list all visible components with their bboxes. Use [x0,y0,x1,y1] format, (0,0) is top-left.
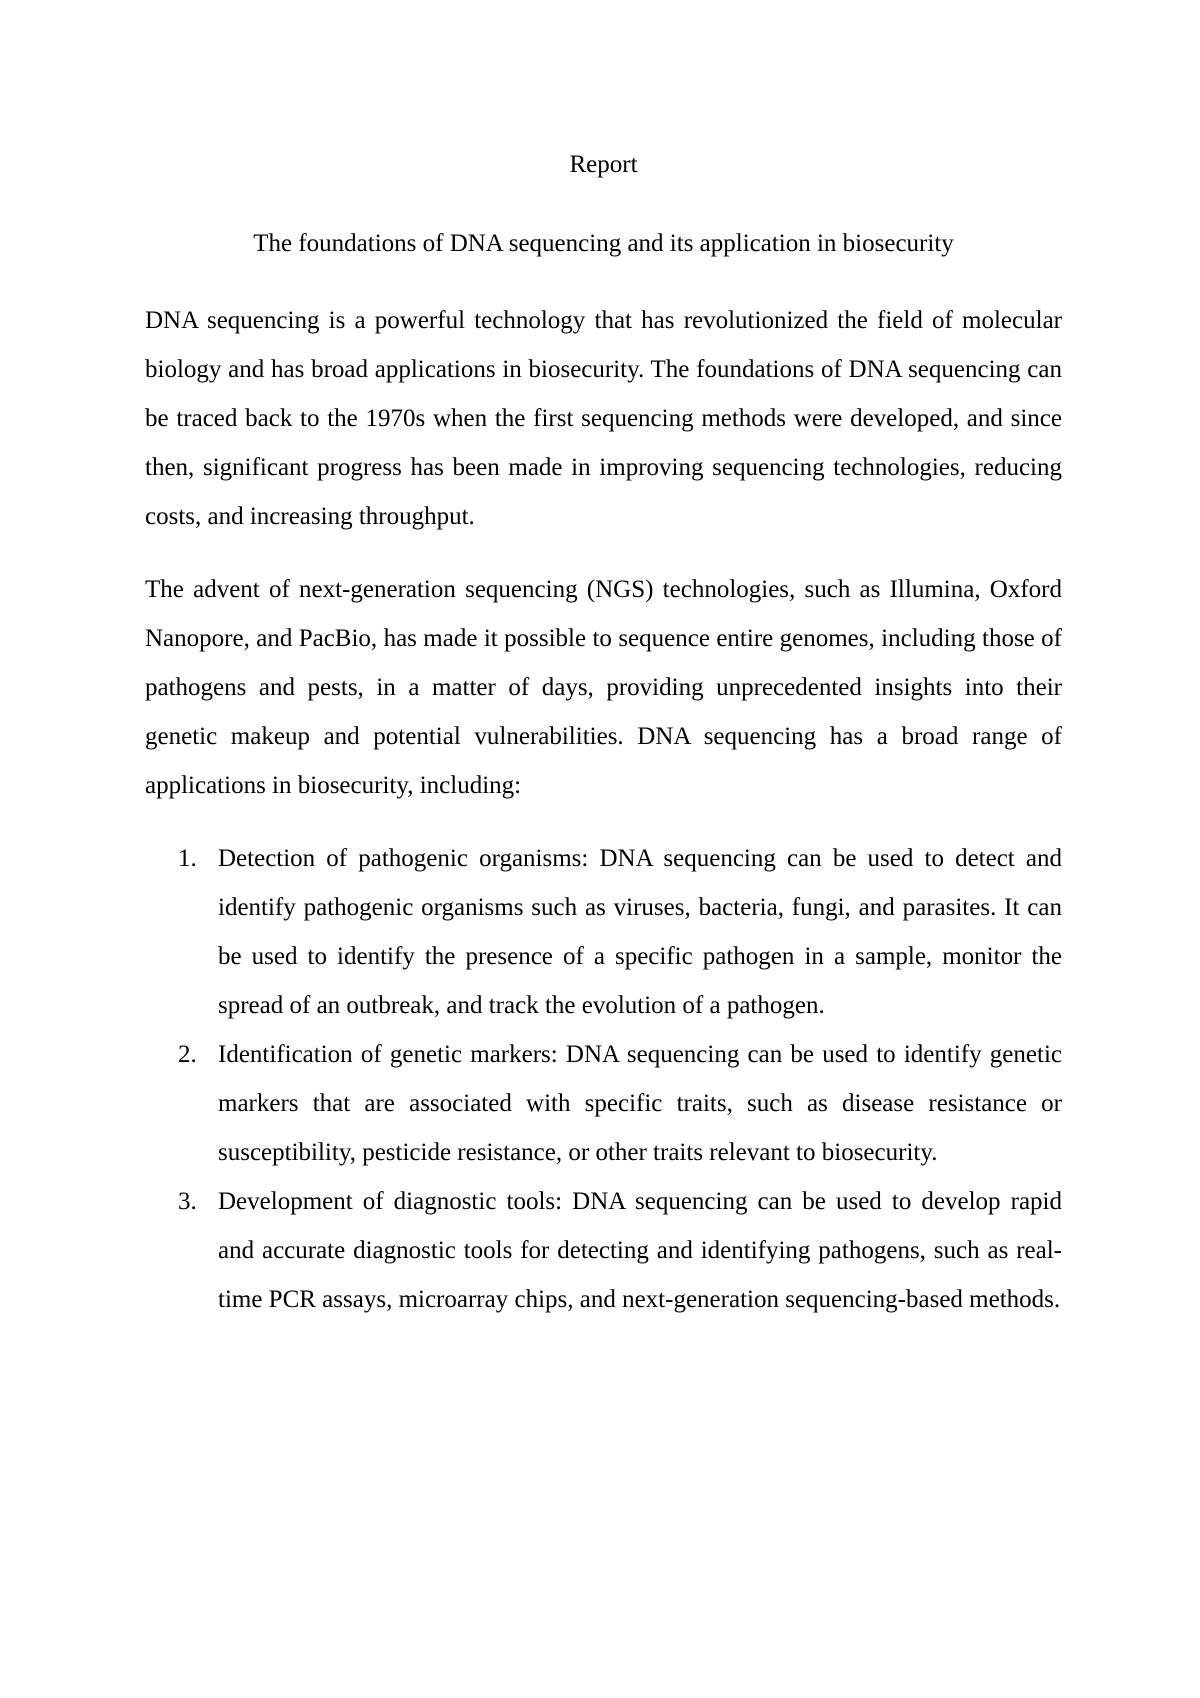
applications-list [145,834,1062,1324]
list-item-text: Detection of pathogenic organisms: DNA sequencing can be used to detect and identify pathogenic organisms such as viruses, bacteria, fungi, and parasites. It can be used to identify the presence of a specific pathogen in a sample, monitor the spread of an outbreak, and track the evolution of a pathogen. [218,845,1062,1019]
list-item-text: Development of diagnostic tools: DNA sequencing can be used to develop rapid and accurate diagnostic tools for detecting and identifying pathogens, such as real-time PCR assays, microarray chips, and next-generation sequencing-based methods. [218,1188,1062,1313]
list-item [145,834,1062,1030]
list-item-text: Identification of genetic markers: DNA sequencing can be used to identify genetic markers that are associated with specific traits, such as disease resistance or susceptibility, pesticide resistance, or other traits relevant to biosecurity. [218,1041,1062,1166]
list-item [145,1030,1062,1177]
list-item [145,1177,1062,1324]
list-item-number: 3. [178,1188,197,1215]
report-label: Report [569,151,638,178]
ngs-paragraph: The advent of next-generation sequencing (NGS) technologies, such as Illumina, Oxford Nanopore, and PacBio, has made it possible to sequence entire genomes, including those of pathogens and pests, in a matter of days, providing unprecedented insights into their genetic makeup and potential vulnerabilities. DNA sequencing has a broad range of applications in biosecurity, including: [145,576,1062,799]
list-item-number: 2. [178,1041,197,1068]
document-body [145,140,1062,1324]
document-title: The foundations of DNA sequencing and its application in biosecurity [253,230,954,257]
list-item-number: 1. [178,845,197,872]
intro-paragraph: DNA sequencing is a powerful technology that has revolutionized the field of molecular biology and has broad applications in biosecurity. The foundations of DNA sequencing can be traced back to the 1970s when the first sequencing methods were developed, and since then, significant progress has been made in improving sequencing technologies, reducing costs, and increasing throughput. [145,307,1062,530]
